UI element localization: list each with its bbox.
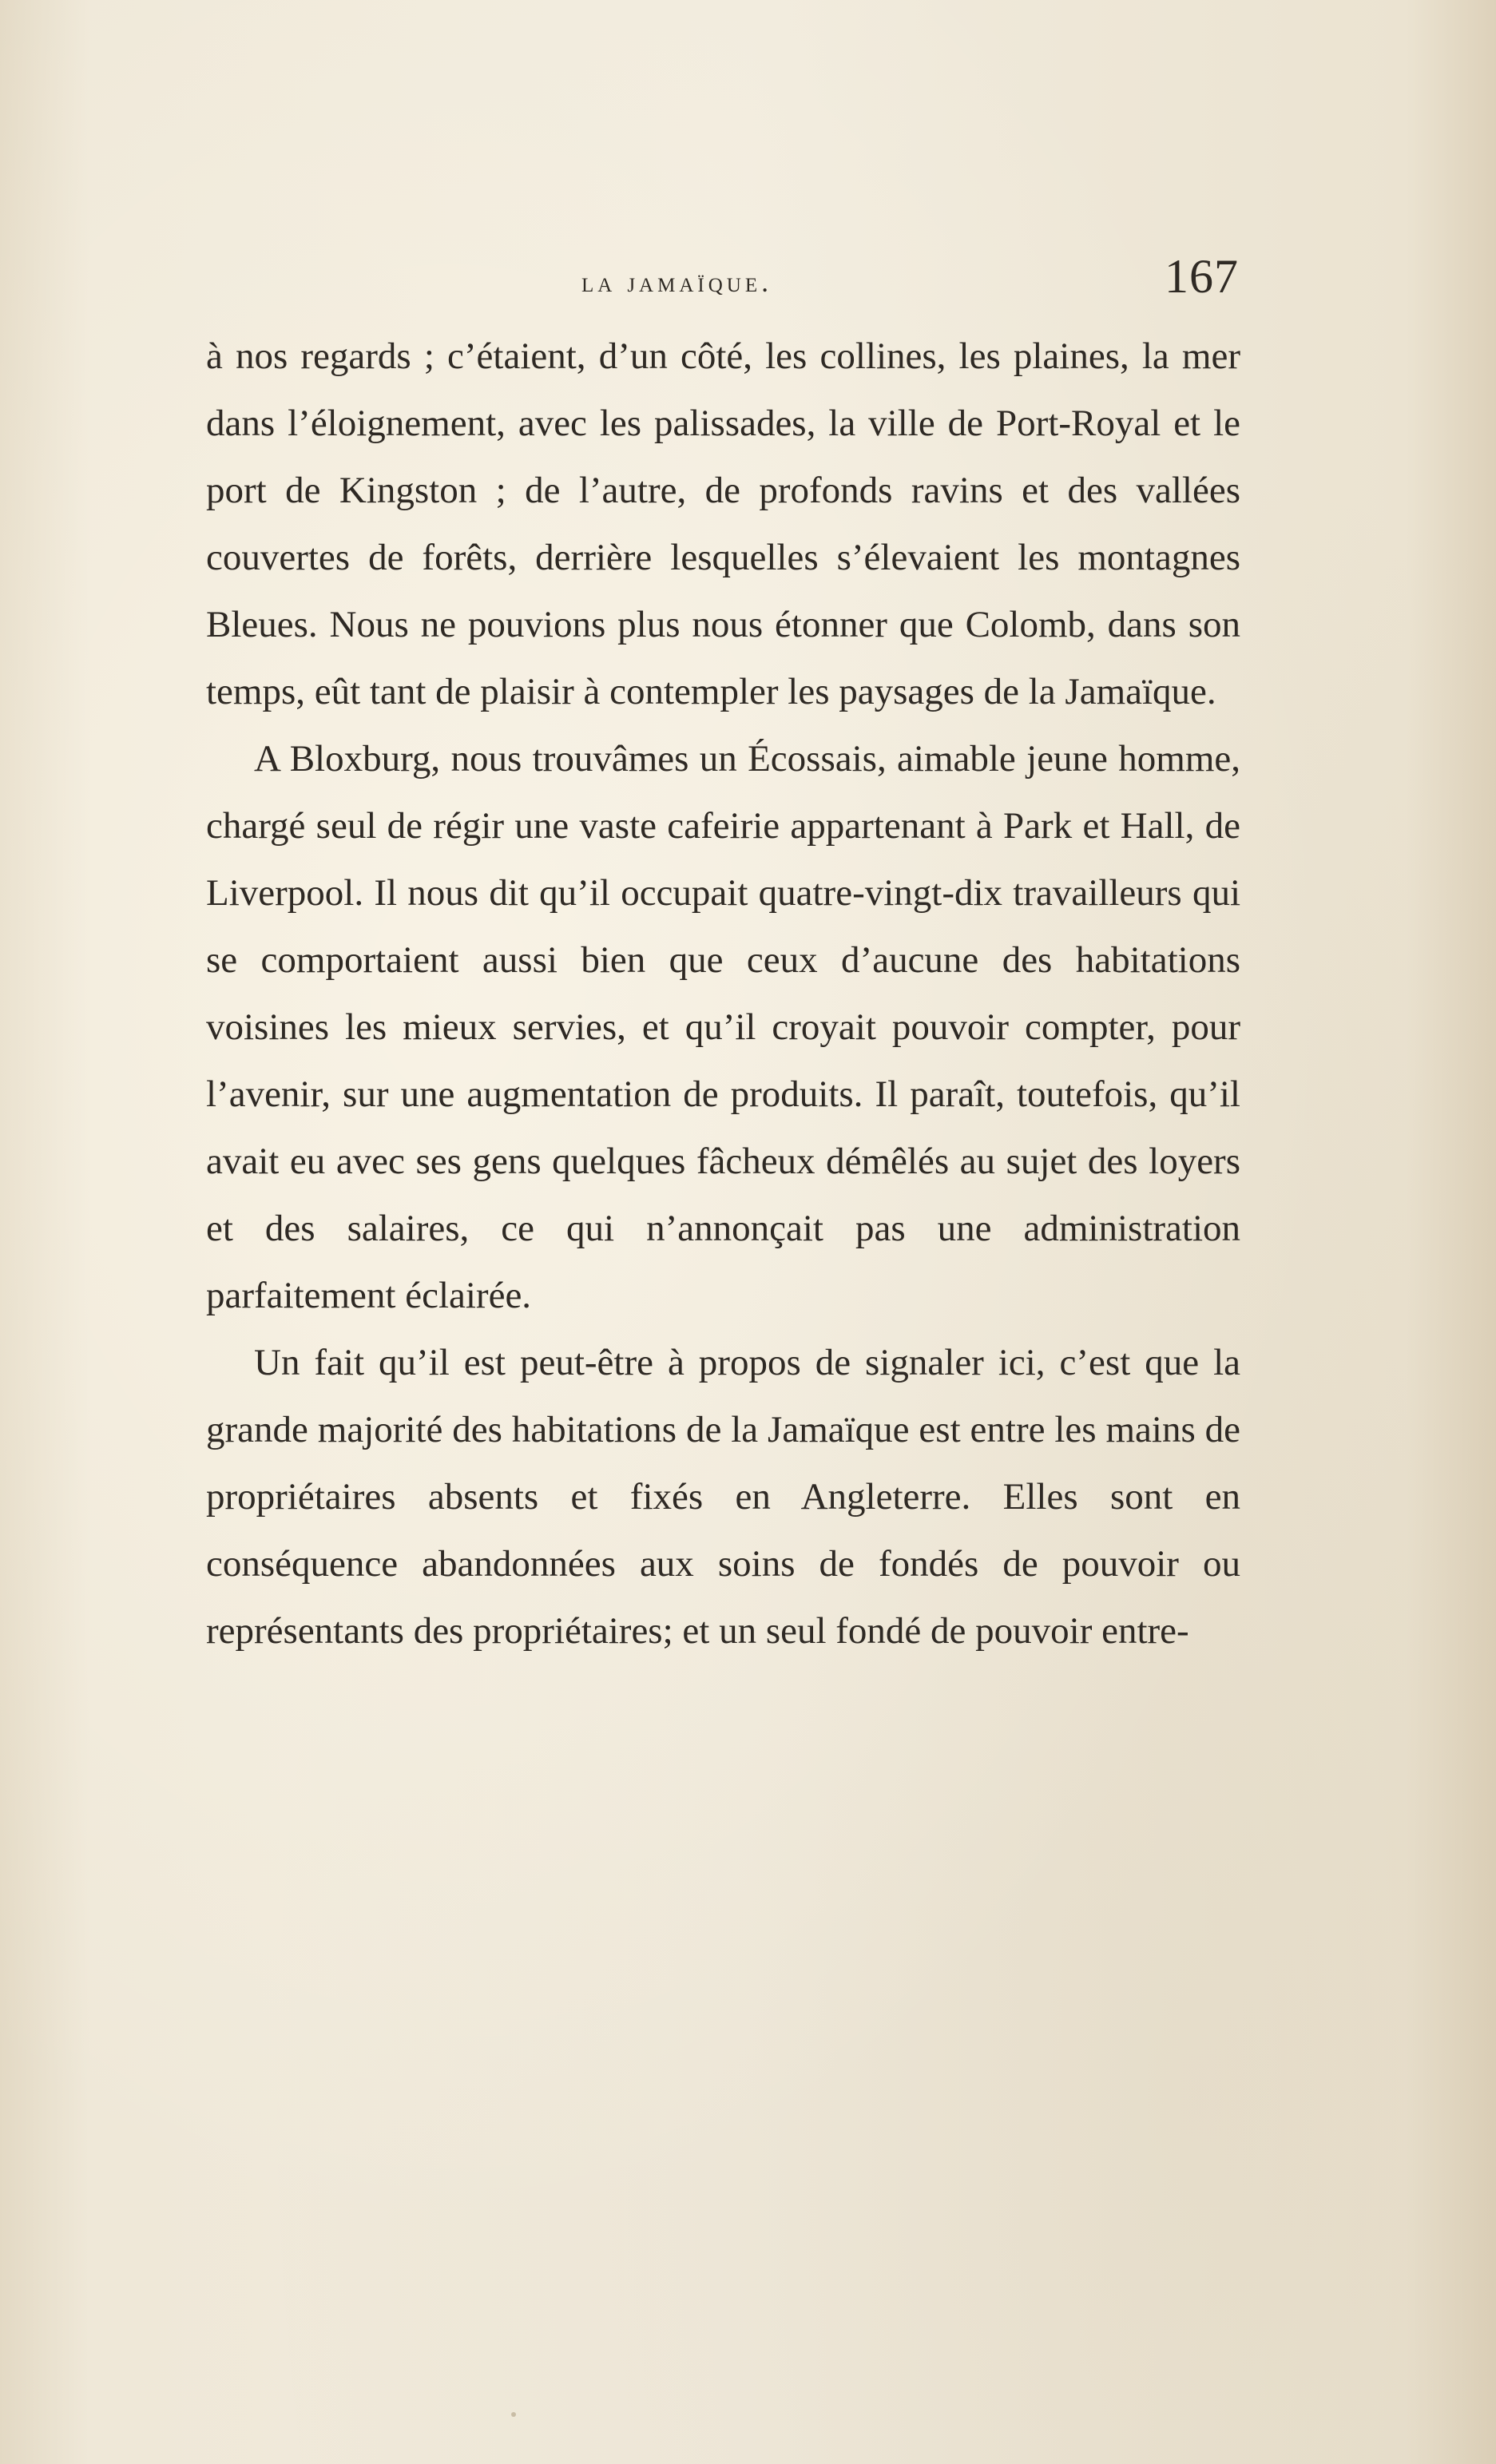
body-text — [206, 323, 1240, 1664]
running-head-title: la jamaïque. — [581, 266, 773, 298]
paragraph-bloxburg: A Bloxburg, nous trouvâmes un Écossais, aimable jeune homme, chargé seul de régir une vaste cafeirie appartenant à Park et Hall, de Liverpool. Il nous dit qu’il occupait quatre-vingt-dix travailleurs qui se comportaient aussi bien que ceux d’aucune des habitations voisines les mieux servies, et qu’il croyait pouvoir compter, pour l’avenir, sur une augmentation de produits. Il paraît, toutefois, qu’il avait eu avec ses gens quelques fâcheux démêlés au sujet des loyers et des salaires, ce qui n’annonçait pas une administration parfaitement éclairée. — [206, 738, 1240, 1316]
page-number: 167 — [1165, 250, 1239, 303]
paragraph-continued: à nos regards ; c’étaient, d’un côté, les collines, les plaines, la mer dans l’éloignement, avec les palissades, la ville de Port-Royal et le port de Kingston ; de l’autre, de profonds ravins et des vallées couvertes de forêts, derrière lesquelles s’élevaient les montagnes Bleues. Nous ne pouvions plus nous étonner que Colomb, dans son temps, eût tant de plaisir à contempler les paysages de la Jamaïque. — [206, 335, 1240, 712]
paragraph-absentee-owners: Un fait qu’il est peut-être à propos de signaler ici, c’est que la grande majorité des habitations de la Jamaïque est entre les mains de propriétaires absents et fixés en Angleterre. Elles sont en conséquence abandonnées aux soins de fondés de pouvoir ou représentants des propriétaires; et un seul fondé de pouvoir entre- — [206, 1342, 1240, 1652]
paper-speck — [511, 2412, 516, 2417]
running-head — [206, 250, 1240, 310]
